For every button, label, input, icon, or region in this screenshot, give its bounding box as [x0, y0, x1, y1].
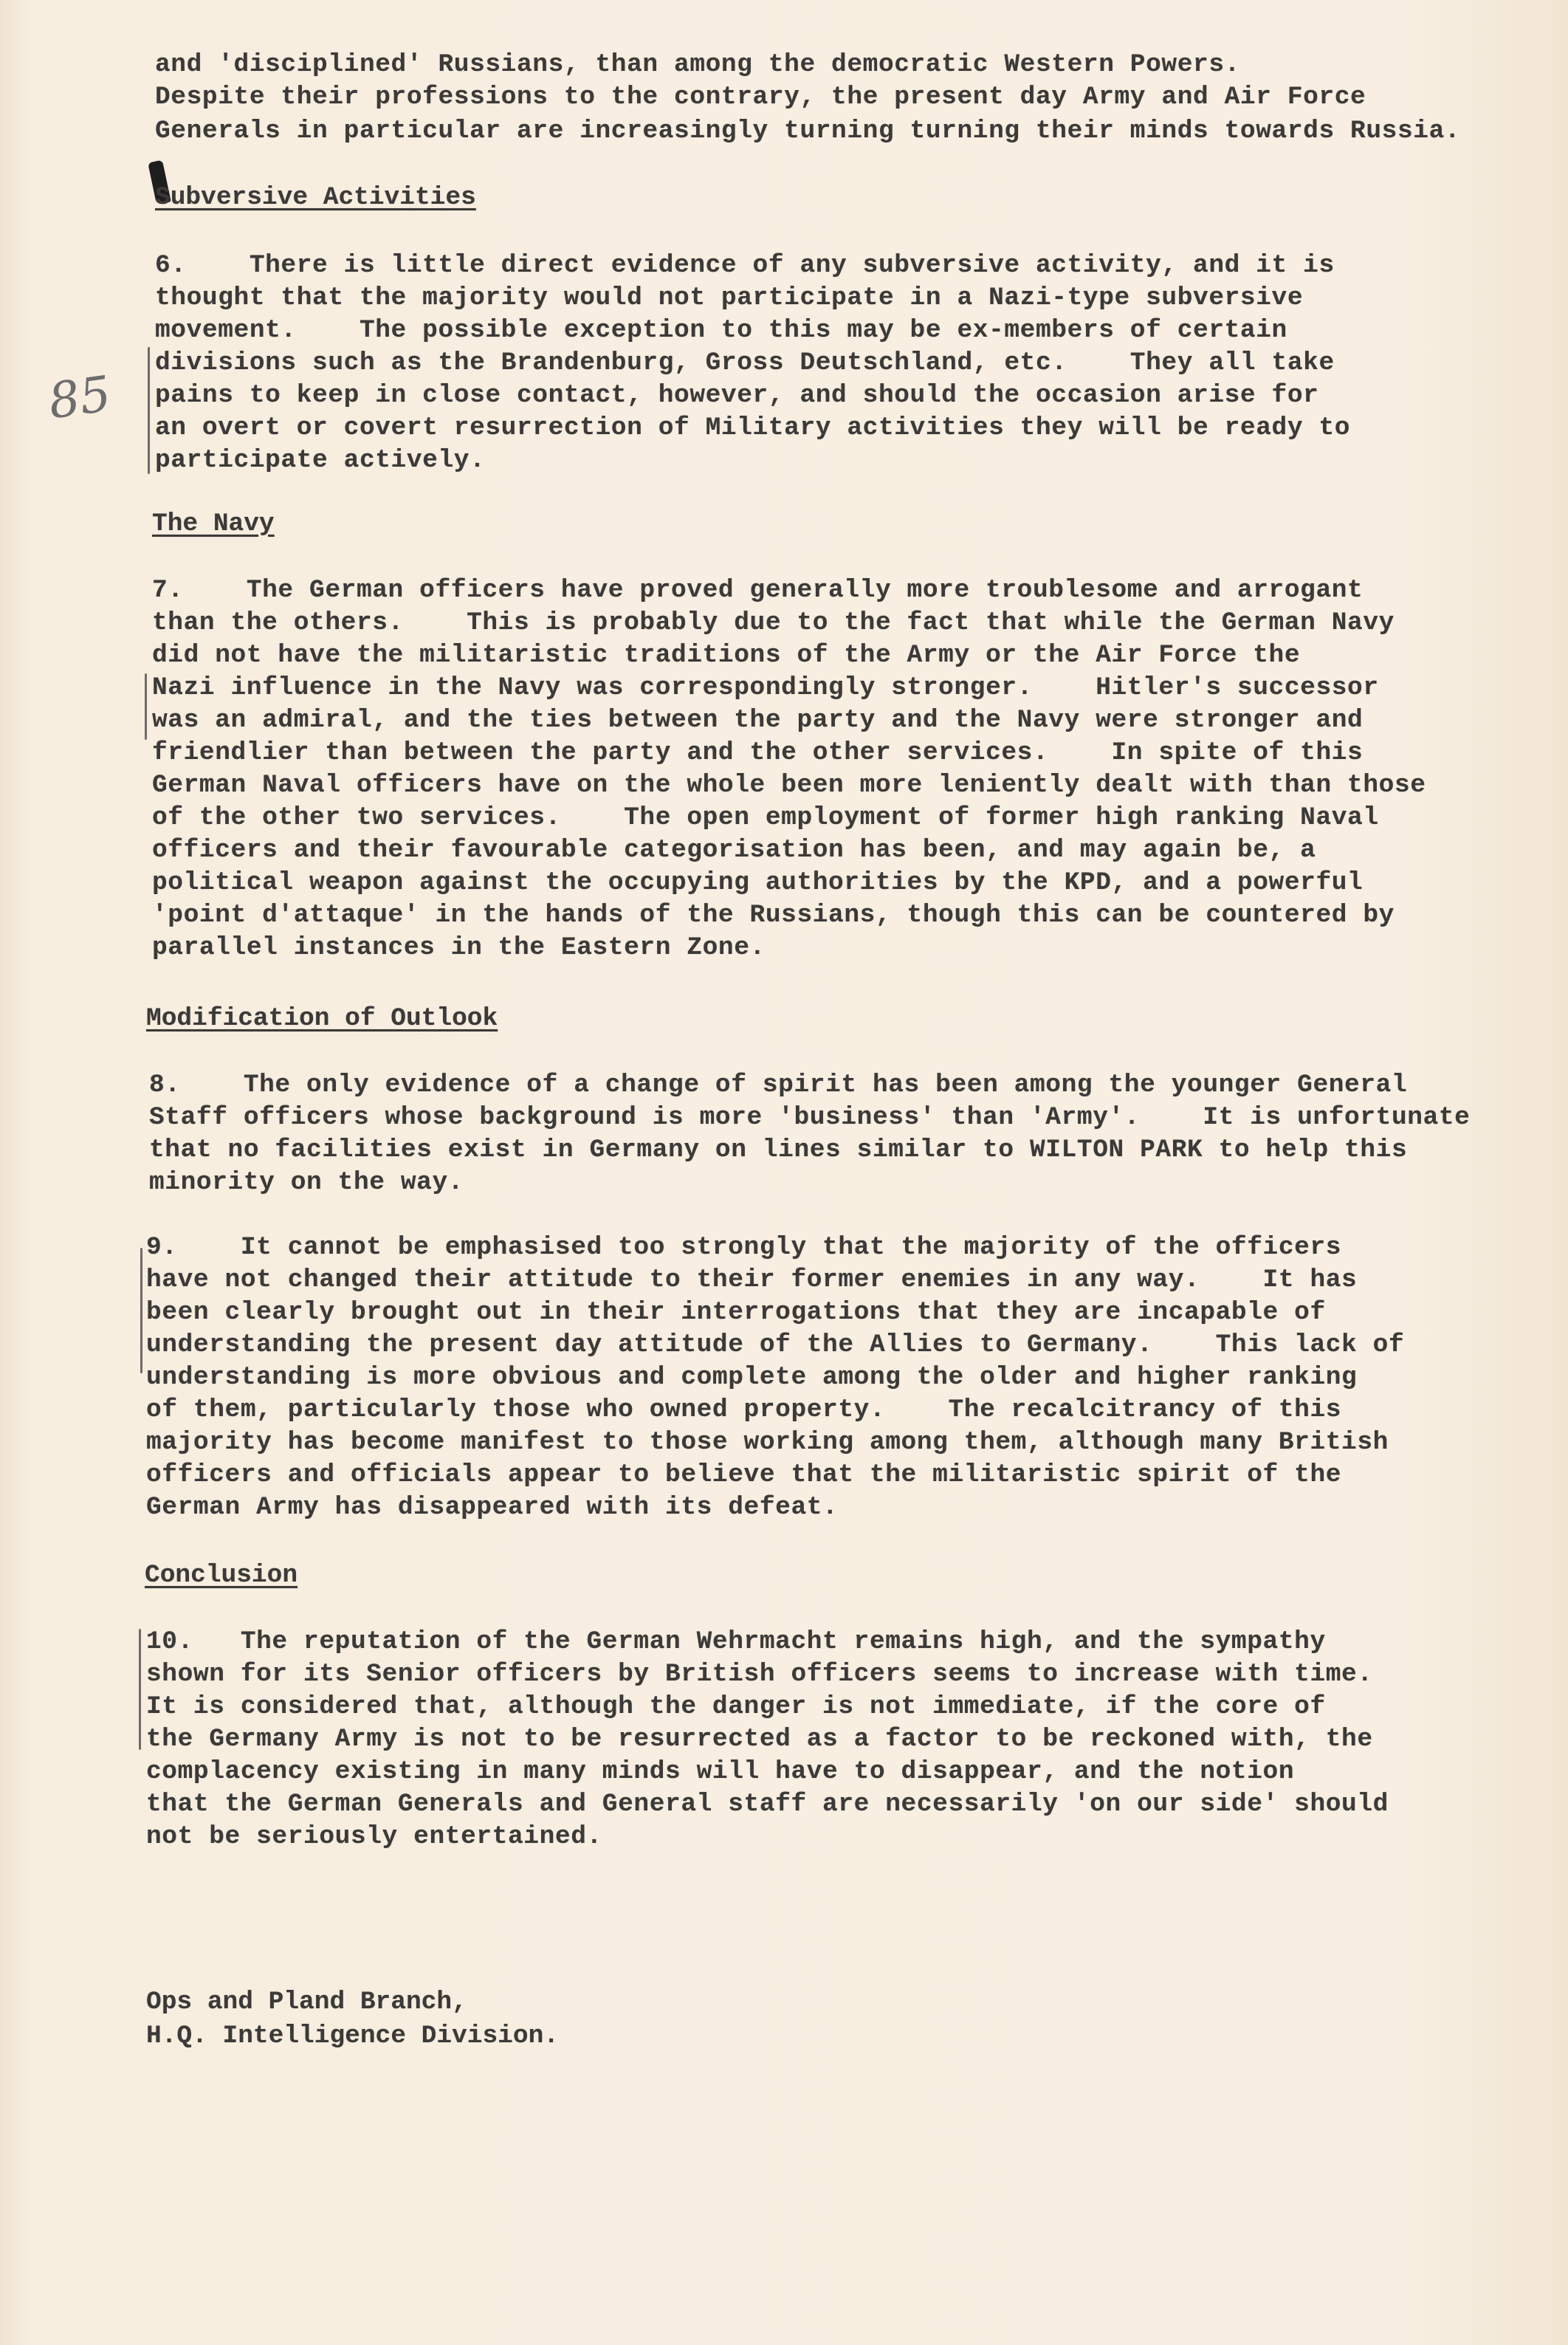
text-line: complacency existing in many minds will have to disappear, and the notion [146, 1757, 1295, 1786]
text-line: pains to keep in close contact, however, and should the occasion arise for [155, 381, 1319, 410]
text-line: and 'disciplined' Russians, than among the democratic Western Powers. [155, 50, 1240, 79]
text-line: shown for its Senior officers by British officers seems to increase with time. [146, 1660, 1373, 1689]
text-line: movement. The possible exception to this may be ex-members of certain [155, 316, 1287, 345]
text-line: political weapon against the occupying authorities by the KPD, and a powerful [152, 868, 1364, 897]
text-line: that no facilities exist in Germany on lines similar to WILTON PARK to help this [149, 1136, 1408, 1164]
text-line: understanding is more obvious and complete among the older and higher ranking [146, 1363, 1358, 1392]
text-line: minority on the way. [149, 1168, 464, 1197]
text-line: participate actively. [155, 446, 486, 475]
text-line: 7. The German officers have proved generally more troublesome and arrogant [152, 576, 1364, 605]
text-line: have not changed their attitude to their former enemies in any way. It has [146, 1266, 1358, 1294]
margin-sideline [145, 673, 147, 740]
margin-note-handwritten: 85 [45, 365, 114, 430]
text-line: Nazi influence in the Navy was correspondingly stronger. Hitler's successor [152, 673, 1379, 702]
text-line: officers and their favourable categorisation has been, and may again be, a [152, 836, 1316, 865]
text-line: not be seriously entertained. [146, 1822, 602, 1851]
text-line: Despite their professions to the contrary, the present day Army and Air Force [155, 83, 1366, 111]
text-line: Staff officers whose background is more 'business' than 'Army'. It is unfortunate [149, 1103, 1471, 1132]
paragraph-10 [146, 1627, 1534, 1864]
text-line: 8. The only evidence of a change of spirit has been among the younger General [149, 1071, 1408, 1099]
text-line: of the other two services. The open employment of former high ranking Naval [152, 803, 1379, 832]
text-line: 6. There is little direct evidence of any subversive activity, and it is [155, 251, 1335, 280]
paragraph-8 [149, 1071, 1552, 1204]
section-heading-conclusion: Conclusion [145, 1561, 298, 1590]
text-line: German Naval officers have on the whole been more leniently dealt with than those [152, 771, 1426, 800]
text-line: Generals in particular are increasingly turning turning their minds towards Russia. [155, 117, 1461, 145]
signature-division: H.Q. Intelligence Division. [146, 2022, 559, 2050]
text-line: understanding the present day attitude of the Allies to Germany. This lack of [146, 1331, 1405, 1359]
signature-branch: Ops and Pland Branch, [146, 1988, 467, 2016]
text-line: than the others. This is probably due to the fact that while the German Navy [152, 608, 1395, 637]
text-line: 9. It cannot be emphasised too strongly that the majority of the officers [146, 1233, 1342, 1262]
text-line: the Germany Army is not to be resurrected as a factor to be reckoned with, the [146, 1725, 1373, 1754]
text-line: It is considered that, although the danger is not immediate, if the core of [146, 1692, 1326, 1721]
text-line: that the German Generals and General staff are necessarily 'on our side' should [146, 1790, 1389, 1819]
margin-sideline [140, 1248, 142, 1373]
text-line: German Army has disappeared with its defeat. [146, 1493, 839, 1522]
intro-paragraph [155, 50, 1513, 161]
text-line: 'point d'attaque' in the hands of the Russians, though this can be countered by [152, 901, 1395, 930]
paragraph-6 [155, 251, 1484, 480]
text-line: did not have the militaristic traditions of the Army or the Air Force the [152, 641, 1301, 670]
section-heading-subversive: Subversive Activities [155, 183, 476, 212]
text-line: officers and officials appear to believe that the militaristic spirit of the [146, 1460, 1342, 1489]
paragraph-9 [146, 1233, 1534, 1528]
margin-sideline [139, 1629, 141, 1750]
text-line: 10. The reputation of the German Wehrmacht remains high, and the sympathy [146, 1627, 1326, 1656]
paragraph-7 [152, 576, 1533, 967]
section-heading-navy: The Navy [152, 509, 275, 538]
text-line: divisions such as the Brandenburg, Gross Deutschland, etc. They all take [155, 349, 1335, 377]
text-line: was an admiral, and the ties between the party and the Navy were stronger and [152, 706, 1364, 735]
text-line: thought that the majority would not participate in a Nazi-type subversive [155, 284, 1304, 312]
text-line: majority has become manifest to those working among them, although many British [146, 1428, 1389, 1457]
section-heading-outlook: Modification of Outlook [146, 1004, 498, 1033]
text-line: of them, particularly those who owned property. The recalcitrancy of this [146, 1395, 1342, 1424]
text-line: been clearly brought out in their interrogations that they are incapable of [146, 1298, 1326, 1327]
text-line: parallel instances in the Eastern Zone. [152, 933, 766, 962]
text-line: friendlier than between the party and the other services. In spite of this [152, 738, 1364, 767]
margin-sideline [148, 347, 150, 474]
text-line: an overt or covert resurrection of Military activities they will be ready to [155, 413, 1351, 442]
